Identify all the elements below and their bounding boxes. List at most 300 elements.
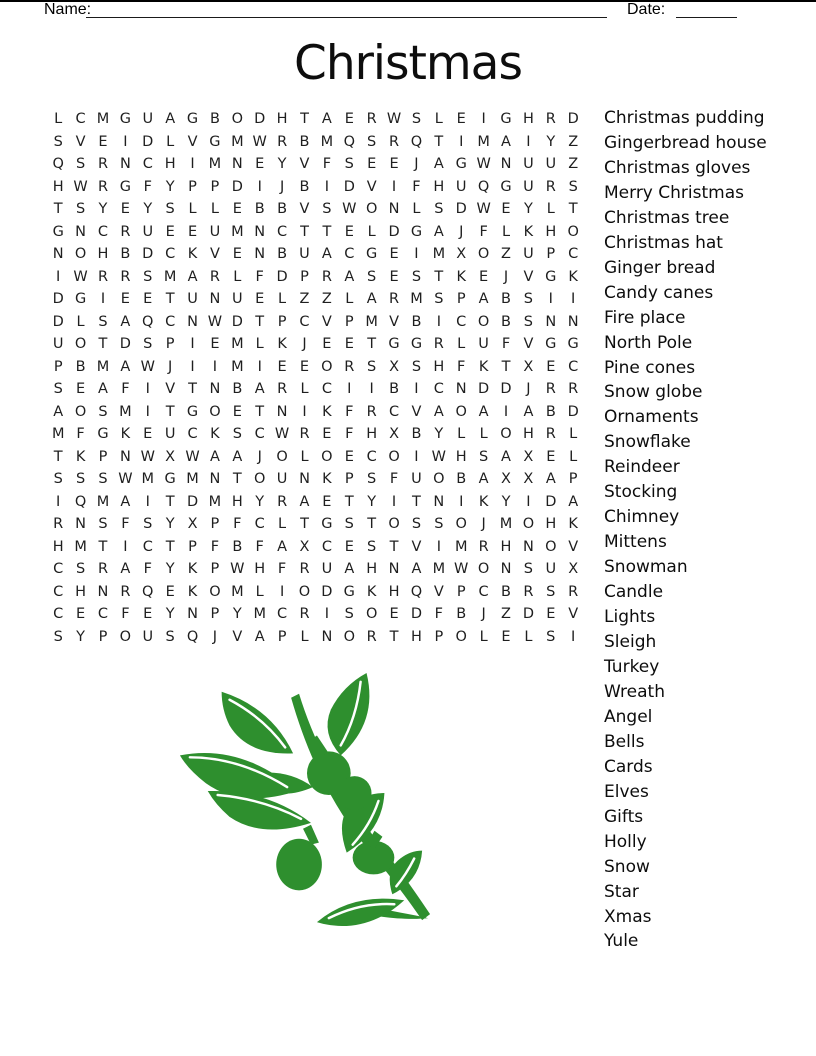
grid-cell: L — [524, 628, 533, 645]
grid-cell: E — [165, 223, 175, 240]
grid-cell: E — [232, 246, 242, 263]
grid-cell: Q — [74, 493, 87, 510]
word-item: Angel — [604, 706, 653, 727]
grid-cell: E — [120, 291, 130, 308]
grid-cell: M — [454, 538, 468, 555]
grid-cell: V — [433, 583, 444, 600]
grid-cell: D — [410, 606, 423, 623]
grid-cell: G — [321, 516, 333, 533]
grid-cell: O — [388, 448, 400, 465]
grid-cell: M — [231, 583, 244, 600]
grid-cell: X — [389, 426, 400, 443]
grid-cell: M — [51, 426, 65, 443]
grid-cell: O — [74, 246, 87, 263]
grid-cell: F — [322, 156, 332, 173]
grid-cell: I — [436, 313, 441, 330]
grid-cell: R — [568, 583, 579, 600]
grid-cell: Y — [232, 606, 242, 623]
grid-cell: A — [120, 493, 131, 510]
grid-cell: D — [343, 178, 355, 195]
grid-cell: G — [545, 268, 557, 285]
grid-cell: B — [545, 403, 556, 420]
grid-cell: M — [231, 133, 244, 150]
grid-cell: D — [119, 336, 131, 353]
grid-cell: B — [501, 583, 511, 600]
grid-cell: X — [165, 448, 176, 465]
grid-cell: T — [232, 471, 242, 488]
grid-cell: P — [456, 583, 466, 600]
grid-cell: I — [190, 336, 195, 353]
grid-cell: L — [166, 133, 175, 150]
grid-cell: D — [254, 111, 266, 128]
grid-cell: T — [98, 538, 108, 555]
grid-cell: K — [75, 448, 86, 465]
grid-cell: D — [522, 606, 534, 623]
grid-cell: R — [120, 268, 131, 285]
grid-cell: W — [342, 201, 357, 218]
grid-cell: H — [500, 538, 512, 555]
grid-cell: F — [457, 358, 466, 375]
grid-cell: G — [74, 291, 87, 308]
grid-cell: E — [187, 223, 198, 240]
word-item: Snow globe — [604, 382, 703, 403]
grid-cell: M — [231, 223, 244, 240]
grid-cell: Y — [165, 561, 175, 578]
grid-cell: B — [389, 381, 400, 398]
grid-cell: N — [209, 291, 221, 308]
grid-cell: V — [523, 336, 534, 353]
grid-cell: R — [344, 358, 355, 375]
grid-cell: K — [120, 426, 131, 443]
grid-cell: O — [321, 358, 333, 375]
grid-cell: U — [321, 561, 333, 578]
grid-cell: I — [145, 493, 150, 510]
grid-cell: C — [299, 313, 310, 330]
grid-cell: D — [186, 493, 199, 510]
grid-cell: C — [53, 583, 64, 600]
grid-cell: S — [75, 201, 86, 218]
grid-cell: W — [140, 358, 155, 375]
grid-cell: G — [119, 111, 131, 128]
grid-cell: J — [481, 516, 486, 533]
grid-cell: I — [526, 493, 531, 510]
grid-cell: S — [367, 133, 377, 150]
grid-cell: X — [501, 471, 511, 488]
grid-cell: R — [277, 133, 288, 150]
grid-cell: N — [321, 628, 333, 645]
grid-cell: F — [76, 426, 85, 443]
grid-cell: G — [343, 583, 355, 600]
grid-cell: H — [52, 178, 64, 195]
grid-cell: C — [568, 246, 579, 263]
grid-cell: C — [478, 583, 489, 600]
grid-cell: N — [119, 156, 131, 173]
grid-cell: F — [121, 606, 130, 623]
grid-cell: Z — [321, 291, 332, 308]
grid-cell: S — [165, 201, 175, 218]
grid-cell: S — [367, 358, 377, 375]
grid-cell: M — [96, 358, 110, 375]
grid-cell: R — [53, 516, 64, 533]
grid-cell: Y — [165, 178, 175, 195]
grid-cell: T — [367, 336, 377, 353]
grid-cell: S — [523, 291, 533, 308]
grid-cell: H — [97, 246, 109, 263]
grid-cell: V — [366, 178, 377, 195]
olive-branch-illustration — [172, 668, 440, 930]
grid-cell: T — [165, 493, 175, 510]
grid-cell: J — [503, 268, 509, 285]
grid-cell: S — [75, 561, 86, 578]
grid-cell: B — [277, 201, 288, 218]
grid-cell: N — [254, 223, 266, 240]
grid-cell: L — [210, 201, 219, 218]
grid-cell: T — [300, 223, 309, 240]
grid-cell: D — [545, 493, 557, 510]
grid-cell: D — [231, 178, 243, 195]
grid-cell: L — [300, 448, 309, 465]
grid-cell: Z — [501, 246, 511, 263]
word-item: Cards — [604, 756, 653, 777]
grid-cell: C — [142, 156, 153, 173]
grid-cell: O — [209, 403, 221, 420]
grid-cell: N — [187, 606, 198, 623]
grid-cell: E — [255, 156, 265, 173]
grid-cell: O — [388, 516, 400, 533]
grid-cell: O — [567, 223, 579, 240]
grid-cell: C — [388, 403, 400, 420]
grid-cell: U — [411, 471, 422, 488]
grid-cell: S — [98, 403, 108, 420]
date-label: Date: — [627, 1, 666, 18]
grid-cell: P — [344, 313, 354, 330]
grid-cell: N — [500, 561, 512, 578]
grid-cell: M — [410, 291, 423, 308]
grid-cell: Y — [165, 516, 175, 533]
page-title: Christmas — [294, 36, 522, 91]
grid-cell: R — [366, 403, 377, 420]
grid-cell: N — [231, 156, 243, 173]
grid-cell: H — [164, 156, 176, 173]
grid-cell: S — [411, 358, 422, 375]
grid-cell: E — [232, 201, 242, 218]
grid-cell: R — [545, 381, 556, 398]
grid-cell: N — [433, 493, 445, 510]
grid-cell: F — [255, 268, 264, 285]
grid-cell: P — [165, 336, 175, 353]
grid-cell: P — [53, 358, 63, 375]
grid-cell: S — [75, 471, 86, 488]
grid-cell: C — [97, 223, 109, 240]
grid-cell: S — [53, 381, 63, 398]
grid-cell: A — [478, 403, 489, 420]
grid-cell: E — [76, 381, 86, 398]
grid-cell: A — [209, 448, 220, 465]
grid-cell: K — [568, 516, 578, 533]
grid-cell: H — [254, 561, 266, 578]
grid-cell: P — [210, 606, 220, 623]
grid-cell: I — [123, 133, 128, 150]
grid-cell: C — [165, 246, 176, 263]
grid-cell: F — [412, 178, 421, 195]
grid-cell: B — [232, 381, 243, 398]
grid-cell: P — [188, 538, 197, 555]
grid-cell: H — [276, 111, 288, 128]
grid-cell: S — [143, 336, 153, 353]
grid-cell: K — [187, 583, 198, 600]
grid-cell: X — [456, 246, 467, 263]
grid-cell: I — [391, 178, 397, 195]
grid-cell: I — [414, 381, 419, 398]
grid-cell: A — [344, 561, 355, 578]
grid-cell: G — [567, 336, 579, 353]
grid-cell: E — [120, 201, 130, 218]
grid-cell: E — [344, 336, 354, 353]
grid-cell: F — [479, 223, 488, 240]
grid-cell: G — [410, 223, 423, 240]
grid-cell: L — [479, 628, 488, 645]
grid-cell: M — [119, 403, 132, 420]
grid-cell: A — [120, 358, 131, 375]
grid-cell: Q — [343, 133, 355, 150]
grid-cell: V — [299, 201, 310, 218]
grid-cell: Q — [142, 583, 154, 600]
grid-cell: L — [54, 111, 63, 128]
grid-cell: M — [231, 336, 244, 353]
grid-cell: O — [455, 403, 467, 420]
grid-cell: I — [324, 606, 330, 623]
grid-cell: G — [366, 246, 378, 263]
grid-cell: I — [190, 156, 195, 173]
grid-cell: I — [414, 246, 419, 263]
grid-cell: D — [321, 583, 333, 600]
grid-cell: S — [322, 201, 332, 218]
word-item: Pine cones — [604, 357, 696, 378]
grid-cell: P — [434, 628, 444, 645]
grid-cell: C — [187, 426, 198, 443]
word-item: Candle — [604, 582, 664, 603]
word-item: Wreath — [604, 681, 665, 702]
grid-cell: O — [365, 201, 378, 218]
grid-cell: I — [56, 493, 61, 510]
grid-cell: V — [165, 381, 176, 398]
grid-cell: M — [432, 246, 446, 263]
grid-cell: R — [389, 291, 400, 308]
word-item: Yule — [604, 931, 639, 952]
grid-cell: T — [367, 516, 377, 533]
grid-cell: K — [568, 268, 578, 285]
grid-cell: R — [321, 268, 332, 285]
grid-cell: R — [277, 381, 288, 398]
grid-cell: E — [143, 291, 153, 308]
grid-cell: M — [477, 133, 490, 150]
grid-cell: K — [322, 471, 332, 488]
grid-cell: A — [545, 471, 556, 488]
grid-cell: G — [119, 178, 131, 195]
grid-cell: M — [253, 606, 266, 623]
grid-cell: C — [568, 358, 579, 375]
grid-cell: I — [414, 448, 419, 465]
grid-cell: C — [254, 426, 265, 443]
grid-cell: A — [501, 133, 511, 150]
grid-cell: M — [365, 313, 378, 330]
grid-cell: D — [142, 246, 154, 263]
grid-cell: M — [163, 268, 177, 285]
grid-cell: Y — [143, 201, 153, 218]
grid-cell: M — [74, 538, 87, 555]
grid-cell: G — [186, 111, 199, 128]
word-item: Chimney — [604, 507, 680, 528]
grid-cell: F — [255, 538, 264, 555]
grid-cell: F — [121, 516, 130, 533]
grid-cell: O — [477, 246, 490, 263]
grid-cell: S — [434, 291, 444, 308]
grid-cell: T — [389, 628, 399, 645]
grid-cell: M — [186, 471, 199, 488]
word-item: Stocking — [604, 482, 678, 503]
grid-cell: X — [299, 538, 310, 555]
grid-cell: R — [366, 111, 377, 128]
grid-cell: U — [523, 156, 534, 173]
grid-cell: N — [455, 381, 467, 398]
grid-cell: A — [254, 381, 265, 398]
grid-cell: N — [75, 223, 87, 240]
grid-cell: U — [142, 223, 154, 240]
word-item: Bells — [604, 731, 645, 752]
grid-cell: M — [141, 471, 155, 488]
grid-cell: I — [571, 291, 576, 308]
grid-cell: E — [546, 448, 556, 465]
grid-cell: K — [210, 426, 220, 443]
grid-cell: I — [571, 628, 576, 645]
grid-cell: U — [523, 178, 534, 195]
grid-cell: A — [411, 561, 422, 578]
grid-cell: E — [255, 291, 265, 308]
grid-cell: D — [52, 313, 64, 330]
grid-cell: S — [411, 268, 422, 285]
grid-cell: C — [277, 223, 288, 240]
grid-cell: D — [567, 111, 579, 128]
grid-cell: S — [367, 268, 377, 285]
grid-cell: H — [433, 178, 445, 195]
grid-cell: O — [254, 471, 266, 488]
grid-cell: T — [53, 448, 63, 465]
grid-cell: G — [186, 403, 199, 420]
grid-cell: E — [546, 358, 556, 375]
grid-cell: L — [233, 268, 242, 285]
grid-cell: C — [142, 538, 153, 555]
grid-cell: U — [523, 246, 534, 263]
grid-cell: R — [97, 561, 109, 578]
word-item: Mittens — [604, 532, 667, 553]
grid-cell: H — [522, 111, 534, 128]
word-item: Christmas pudding — [604, 108, 765, 128]
grid-cell: O — [477, 313, 490, 330]
grid-cell: L — [412, 201, 421, 218]
grid-cell: N — [209, 381, 221, 398]
grid-cell: O — [209, 583, 221, 600]
grid-cell: P — [188, 178, 197, 195]
grid-cell: U — [545, 156, 557, 173]
grid-cell: T — [165, 291, 175, 308]
grid-cell: Y — [546, 133, 556, 150]
grid-cell: E — [143, 426, 153, 443]
grid-cell: Z — [568, 133, 579, 150]
grid-cell: A — [321, 246, 332, 263]
grid-cell: S — [367, 471, 377, 488]
grid-cell: A — [433, 403, 444, 420]
grid-cell: O — [343, 628, 355, 645]
grid-cell: T — [344, 493, 354, 510]
grid-cell: V — [321, 313, 332, 330]
grid-cell: X — [523, 448, 534, 465]
grid-cell: X — [568, 561, 579, 578]
grid-cell: P — [300, 268, 309, 285]
grid-cell: S — [344, 156, 354, 173]
grid-cell: L — [367, 223, 376, 240]
grid-cell: L — [76, 313, 85, 330]
grid-cell: R — [97, 156, 109, 173]
grid-cell: B — [299, 178, 310, 195]
grid-cell: S — [232, 426, 242, 443]
grid-cell: E — [546, 606, 556, 623]
grid-cell: S — [546, 583, 556, 600]
grid-cell: U — [455, 178, 467, 195]
grid-cell: O — [298, 583, 311, 600]
grid-cell: N — [388, 201, 400, 218]
grid-cell: W — [230, 561, 245, 578]
grid-cell: O — [365, 606, 378, 623]
grid-cell: J — [168, 358, 173, 375]
grid-cell: F — [121, 381, 130, 398]
grid-cell: I — [481, 111, 486, 128]
grid-cell: E — [389, 246, 399, 263]
grid-cell: J — [257, 448, 262, 465]
grid-cell: E — [389, 268, 399, 285]
grid-cell: P — [277, 628, 287, 645]
grid-cell: M — [320, 133, 334, 150]
grid-cell: O — [500, 426, 512, 443]
grid-cell: N — [522, 538, 534, 555]
grid-cell: A — [344, 268, 355, 285]
grid-cell: O — [477, 561, 490, 578]
grid-cell: H — [75, 583, 87, 600]
grid-cell: E — [299, 358, 310, 375]
grid-cell: B — [411, 313, 422, 330]
word-item: Gingerbread house — [604, 132, 767, 153]
grid-cell: M — [432, 561, 446, 578]
grid-cell: T — [322, 223, 332, 240]
grid-cell: B — [232, 538, 243, 555]
grid-cell: N — [52, 246, 64, 263]
grid-cell: O — [545, 538, 557, 555]
grid-cell: I — [145, 403, 150, 420]
grid-cell: S — [75, 156, 86, 173]
grid-cell: K — [187, 246, 198, 263]
grid-cell: I — [526, 133, 531, 150]
grid-cell: K — [478, 493, 489, 510]
grid-cell: H — [545, 223, 557, 240]
grid-cell: W — [476, 201, 491, 218]
grid-cell: R — [523, 583, 534, 600]
grid-cell: O — [433, 471, 445, 488]
grid-cell: K — [277, 336, 287, 353]
grid-cell: P — [546, 246, 556, 263]
grid-cell: R — [97, 268, 109, 285]
grid-cell: E — [232, 403, 242, 420]
grid-cell: C — [456, 313, 467, 330]
word-item: Christmas hat — [604, 232, 723, 253]
